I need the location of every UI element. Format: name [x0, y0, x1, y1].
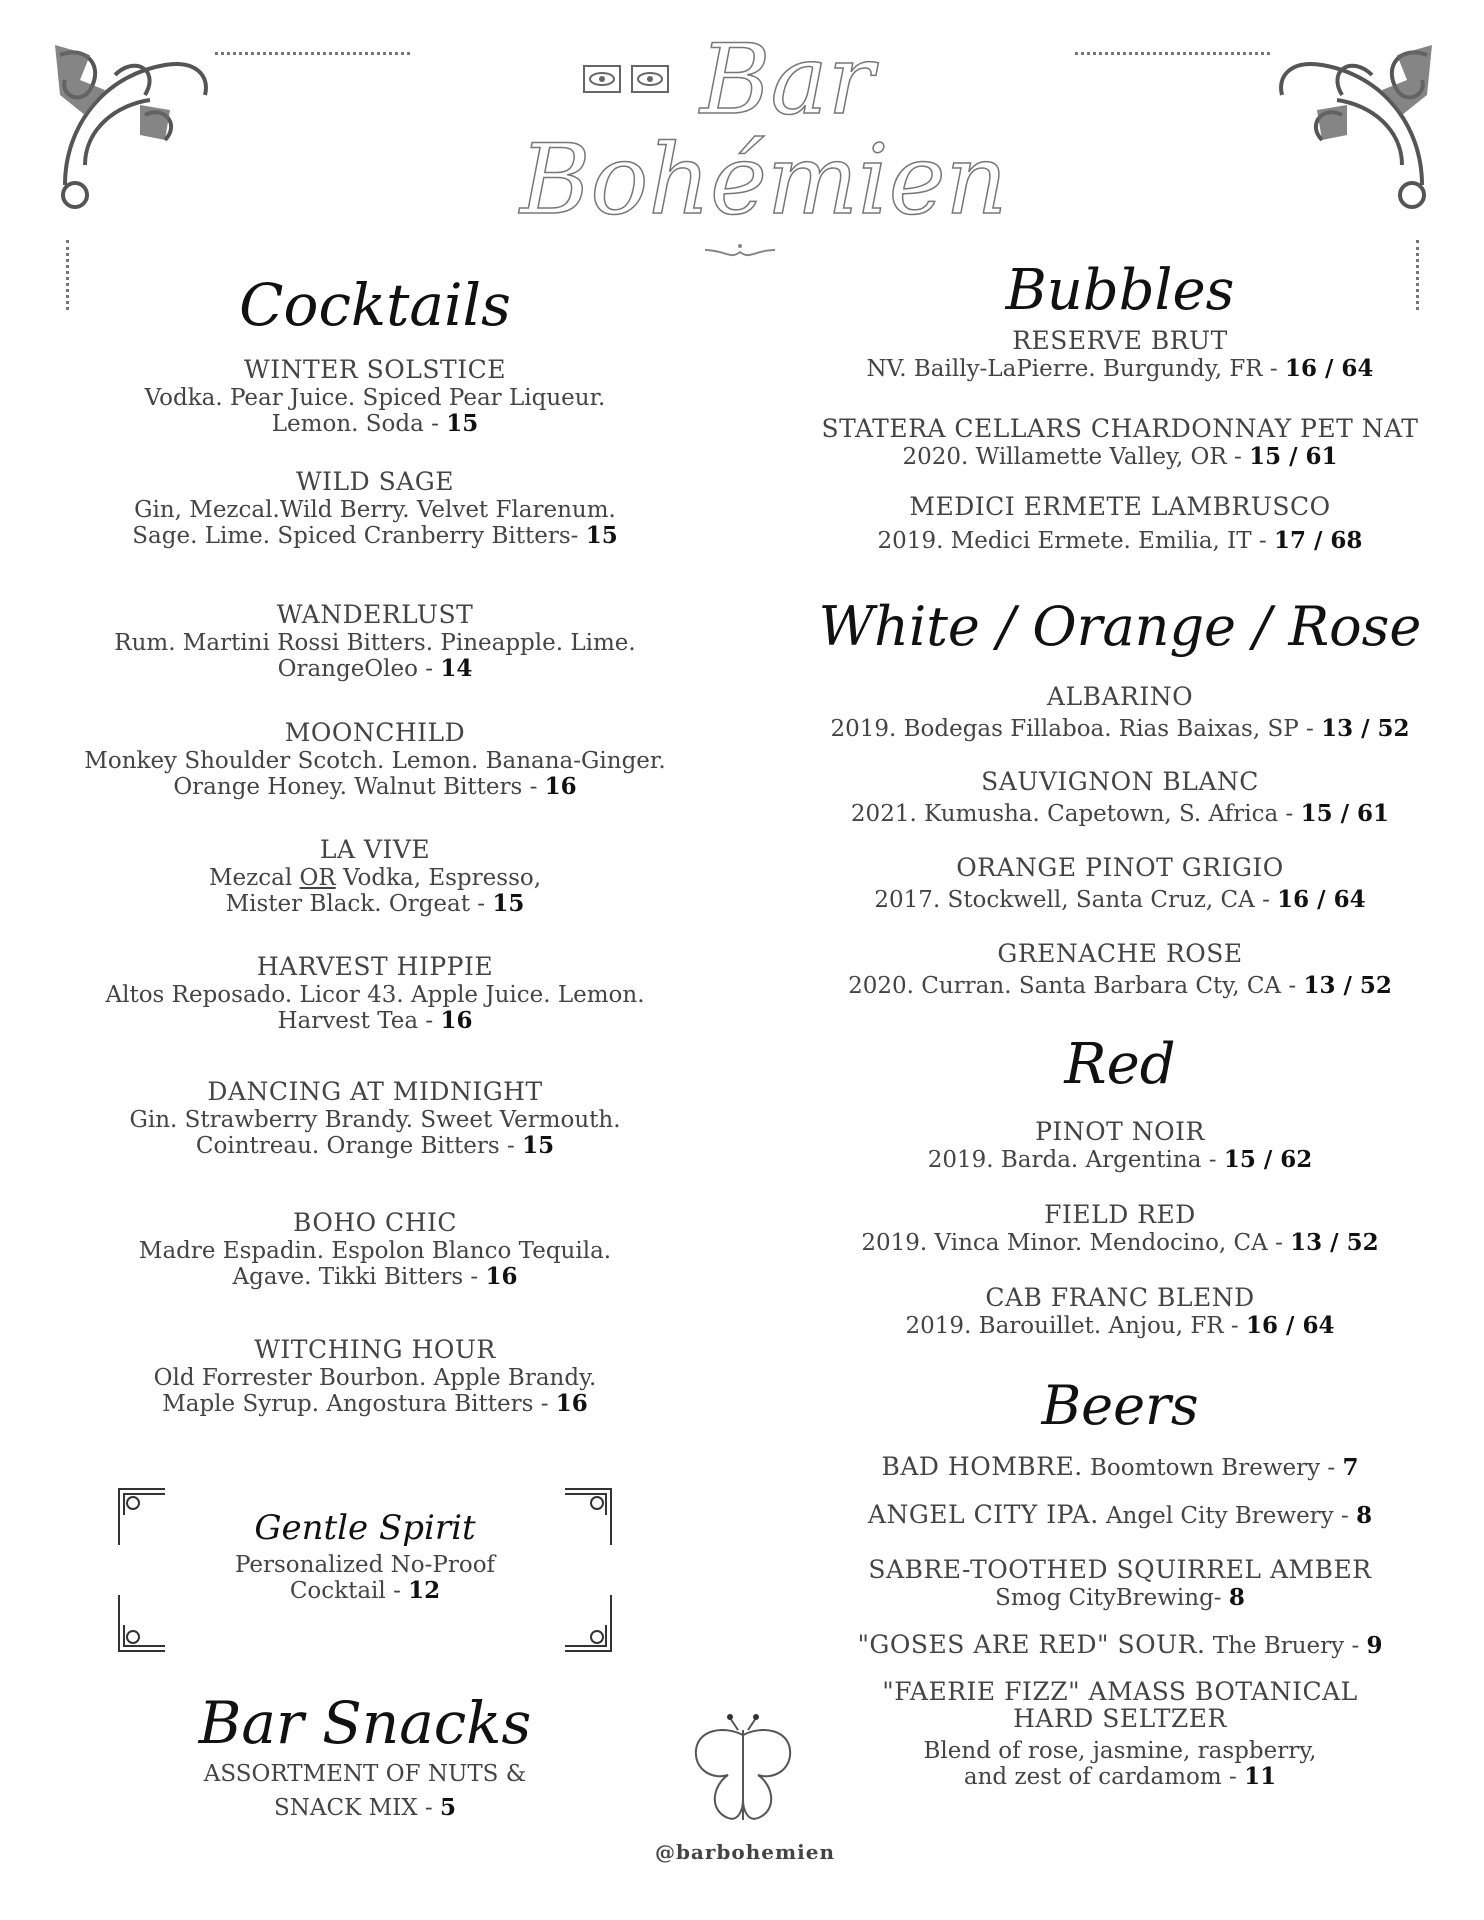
item-desc: 2019. Vinca Minor. Mendocino, CA - — [861, 1230, 1283, 1256]
menu-item — [810, 1452, 1430, 1482]
item-price: 15 — [585, 522, 618, 549]
item-name: "GOSES ARE RED" SOUR. — [857, 1630, 1206, 1659]
section-heading-gentle-spirit: Gentle Spirit — [254, 1508, 476, 1548]
item-desc-underlined: OR — [299, 865, 336, 891]
item-price: 15 / 61 — [1300, 800, 1390, 827]
item-price: 13 / 52 — [1290, 1229, 1379, 1256]
item-price: 16 — [544, 773, 577, 800]
item-price: 11 — [1244, 1763, 1277, 1790]
section-heading-cocktails: Cocktails — [239, 271, 511, 339]
item-name: MEDICI ERMETE LAMBRUSCO — [909, 492, 1331, 521]
menu-item — [60, 1077, 690, 1159]
item-price: 13 / 52 — [1321, 715, 1410, 742]
item-name: HARVEST HIPPIE — [256, 952, 494, 981]
menu-item — [810, 1555, 1430, 1611]
item-desc: 2020. Willamette Valley, OR - — [902, 444, 1242, 470]
butterfly-icon — [688, 1710, 798, 1830]
corner-flourish-icon — [45, 35, 215, 285]
item-price: 15 — [446, 410, 479, 437]
menu-item — [60, 600, 690, 682]
item-name: CAB FRANC BLEND — [985, 1283, 1255, 1312]
menu-item — [810, 326, 1430, 382]
item-price: 15 — [522, 1132, 555, 1159]
menu-item — [810, 939, 1430, 999]
menu-item — [60, 467, 690, 549]
item-price: 16 / 64 — [1246, 1312, 1335, 1339]
item-price: 16 — [440, 1007, 473, 1034]
section-heading-bar-snacks: Bar Snacks — [198, 1689, 532, 1757]
brand-title-line1: Bar — [700, 24, 874, 136]
dotted-rule — [1075, 52, 1270, 55]
item-desc: Vodka. Pear Juice. Spiced Pear Liqueur. Lemon. Soda - — [144, 385, 606, 437]
item-desc: 2019. Medici Ermete. Emilia, IT - — [877, 528, 1267, 554]
item-price: 16 — [485, 1263, 518, 1290]
menu-item — [60, 355, 690, 437]
item-name: ALBARINO — [1046, 682, 1194, 711]
item-desc: Gin, Mezcal.Wild Berry. Velvet Flarenum. Sage. Lime. Spiced Cranberry Bitters- — [132, 497, 616, 549]
item-price: 12 — [408, 1577, 441, 1604]
item-desc: Altos Reposado. Licor 43. Apple Juice. Lemon. Harvest Tea - — [105, 982, 645, 1034]
item-name: WILD SAGE — [295, 467, 455, 496]
item-name: MOONCHILD — [284, 718, 466, 747]
item-desc: The Bruery - — [1205, 1633, 1360, 1659]
item-price: 15 / 62 — [1223, 1146, 1313, 1173]
eye-icon — [582, 64, 622, 94]
item-desc: ASSORTMENT OF NUTS & SNACK MIX - — [203, 1761, 527, 1821]
item-price: 5 — [439, 1794, 456, 1821]
item-desc: 2019. Barouillet. Anjou, FR - — [905, 1313, 1239, 1339]
social-handle: @barbohemien — [654, 1840, 836, 1864]
menu-item — [60, 952, 690, 1034]
menu-item — [810, 1200, 1430, 1256]
menu-item — [810, 767, 1430, 827]
menu-item — [810, 682, 1430, 742]
item-desc: Madre Espadin. Espolon Blanco Tequila. Agave. Tikki Bitters - — [138, 1238, 612, 1290]
menu-item — [810, 1117, 1430, 1173]
item-price: 7 — [1342, 1454, 1359, 1481]
item-name: "FAERIE FIZZ" AMASS BOTANICAL HARD SELTZER — [882, 1677, 1358, 1733]
item-price: 17 / 68 — [1274, 527, 1363, 554]
item-name: WINTER SOLSTICE — [244, 355, 506, 384]
eye-icon — [630, 64, 670, 94]
menu-item — [60, 1335, 690, 1417]
item-name: SABRE-TOOTHED SQUIRREL AMBER — [868, 1555, 1372, 1584]
section-heading-bubbles: Bubbles — [1005, 258, 1235, 323]
item-name: FIELD RED — [1044, 1200, 1196, 1229]
menu-item — [810, 414, 1430, 470]
item-desc: 2017. Stockwell, Santa Cruz, CA - — [874, 887, 1270, 913]
menu-item — [60, 1208, 690, 1290]
item-price: 9 — [1366, 1632, 1383, 1659]
item-desc: Boomtown Brewery - — [1082, 1455, 1336, 1481]
item-price: 16 — [555, 1390, 588, 1417]
menu-item — [810, 1283, 1430, 1339]
item-desc: Blend of rose, jasmine, raspberry, and zest of cardamom - — [923, 1738, 1317, 1790]
menu-item — [60, 718, 690, 800]
section-heading-red: Red — [1064, 1032, 1176, 1097]
item-desc: 2020. Curran. Santa Barbara Cty, CA - — [848, 973, 1297, 999]
item-name: SAUVIGNON BLANC — [981, 767, 1259, 796]
item-desc: Angel City Brewery - — [1098, 1503, 1349, 1529]
item-name: BAD HOMBRE. — [881, 1452, 1083, 1481]
item-name: WITCHING HOUR — [254, 1335, 496, 1364]
item-desc: Personalized No-Proof Cocktail - — [234, 1552, 496, 1604]
item-name: GRENACHE ROSE — [997, 939, 1243, 968]
item-desc: Vodka, Espresso, Mister Black. Orgeat - — [225, 865, 542, 917]
item-name: DANCING AT MIDNIGHT — [207, 1077, 543, 1106]
item-price: 15 — [492, 890, 525, 917]
menu-item — [60, 835, 690, 917]
item-price: 15 / 61 — [1249, 443, 1338, 470]
item-desc: 2021. Kumusha. Capetown, S. Africa - — [850, 801, 1294, 827]
item-desc: Gin. Strawberry Brandy. Sweet Vermouth. Cointreau. Orange Bitters - — [129, 1107, 621, 1159]
item-desc: Rum. Martini Rossi Bitters. Pineapple. Lime. OrangeOleo - — [114, 630, 636, 682]
item-desc: Monkey Shoulder Scotch. Lemon. Banana-Ginger. Orange Honey. Walnut Bitters - — [84, 748, 666, 800]
brand-title-line2: Bohémien — [520, 124, 1008, 236]
item-name: ORANGE PINOT GRIGIO — [956, 853, 1284, 882]
item-desc: 2019. Barda. Argentina - — [927, 1147, 1217, 1173]
item-name: PINOT NOIR — [1035, 1117, 1205, 1146]
item-name: RESERVE BRUT — [1012, 326, 1228, 355]
section-heading-white-orange-rose: White / Orange / Rose — [818, 595, 1422, 658]
item-name: BOHO CHIC — [292, 1208, 457, 1237]
menu-item — [100, 1758, 630, 1825]
item-desc: NV. Bailly-LaPierre. Burgundy, FR - — [866, 356, 1278, 382]
menu-item — [810, 1678, 1430, 1790]
item-desc: Old Forrester Bourbon. Apple Brandy. Maple Syrup. Angostura Bitters - — [153, 1365, 597, 1417]
menu-item — [810, 492, 1430, 554]
dotted-rule — [215, 52, 410, 55]
item-price: 14 — [440, 655, 473, 682]
menu-item — [810, 1500, 1430, 1530]
item-desc: 2019. Bodegas Fillaboa. Rias Baixas, SP - — [830, 716, 1314, 742]
item-price: 16 / 64 — [1285, 355, 1374, 382]
menu-item — [810, 853, 1430, 913]
item-desc: Mezcal — [208, 865, 300, 891]
ornament-icon — [700, 240, 780, 264]
item-price: 13 / 52 — [1303, 972, 1392, 999]
item-name: LA VIVE — [319, 835, 431, 864]
item-price: 8 — [1228, 1584, 1245, 1611]
item-price: 16 / 64 — [1277, 886, 1366, 913]
item-name: WANDERLUST — [276, 600, 474, 629]
section-heading-beers: Beers — [1041, 1374, 1199, 1437]
menu-item — [115, 1552, 615, 1604]
item-name: ANGEL CITY IPA. — [867, 1500, 1099, 1529]
item-name: STATERA CELLARS CHARDONNAY PET NAT — [821, 414, 1419, 443]
item-price: 8 — [1356, 1502, 1373, 1529]
menu-item — [810, 1630, 1430, 1660]
item-desc: Smog CityBrewing- — [995, 1585, 1222, 1611]
